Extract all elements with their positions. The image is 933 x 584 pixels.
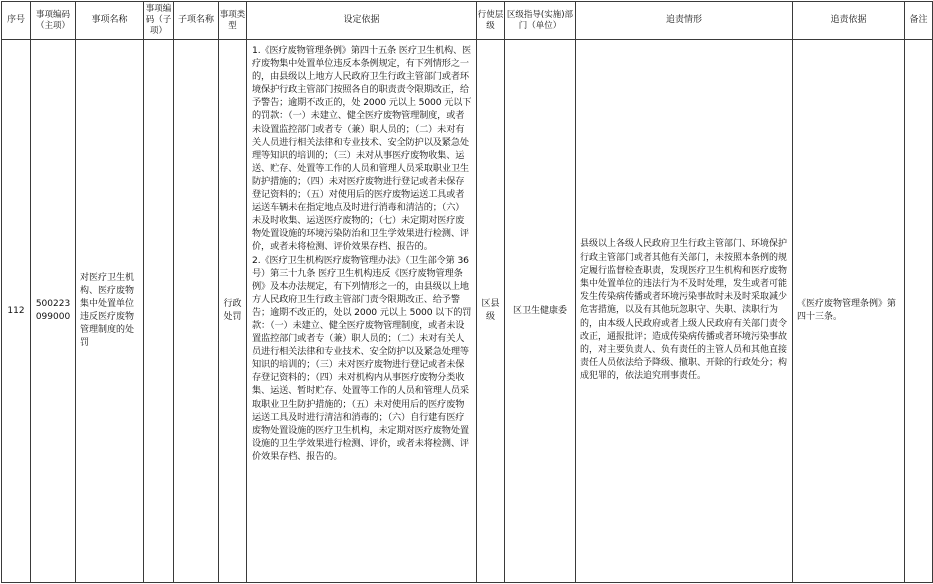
- basis-paragraph-2: 2.《医疗卫生机构医疗废物管理办法》（卫生部令第 36 号）第三十九条 医疗卫生机构违反《医疗废物管理条例》及本办法规定，有下列情形之一的，由县级以上地方人民政府卫生行政主管部门责令限期改正、给予警告；逾期不改正的，处以 2000 元以上 5000 以下的罚款：（一）未建立、健全医疗废物管理制度，或者未设置监控部门或者专（兼）职人员的；（二）未对有关人员进行相关法律和专业技术、安全防护以及紧急处理等知识的培训的；（三）未对医疗废物进行登记或者未保存登记资料的；（四）未对机构内从事医疗废物分类收集、运送、暂时贮存、处置等工作的人员和管理人员采取职业卫生防护措施的；（五）未对使用后的医疗废物运送工具及时进行清洁和消毒的；（六）自行建有医疗废物处置设施的医疗卫生机构，未定期对医疗废物处置设施的卫生学效果进行检测、评价，或者未将检测、评价效果存档、报告的。: [252, 254, 472, 462]
- header-item-code-sub: 事项编码（子项）: [144, 2, 174, 40]
- header-remarks: 备注: [905, 2, 933, 40]
- header-department: 区级指导(实施)部门（单位）: [505, 2, 576, 40]
- cell-accountability: 县级以上各级人民政府卫生行政主管部门、环境保护行政主管部门或者其他有关部门，未按照本条例的规定履行监督检查职责，发现医疗卫生机构和医疗废物集中处置单位的违法行为不及时处理，发生或者可能发生传染病传播或者环境污染事故时未及时采取减少危害措施，以及有其他玩忽职守、失职、渎职行为的，由本级人民政府或者上级人民政府有关部门责令改正，通报批评；造成传染病传播或者环境污染事故的，对主要负责人、负有责任的主管人员和其他直接责任人员依法给予降级、撤职、开除的行政处分；构成犯罪的，依法追究刑事责任。: [576, 40, 793, 583]
- cell-sub-name: [174, 40, 219, 583]
- accountability-table: [1, 1, 933, 583]
- header-item-code: 事项编码（主项）: [31, 2, 76, 40]
- cell-item-name: 对医疗卫生机构、医疗废物集中处置单位违反医疗废物管理制度的处罚: [76, 40, 144, 583]
- cell-accountability-basis: 《医疗废物管理条例》第四十三条。: [793, 40, 905, 583]
- header-accountability: 追责情形: [576, 2, 793, 40]
- header-basis: 设定依据: [247, 2, 477, 40]
- cell-basis: [247, 40, 477, 583]
- header-item-name: 事项名称: [76, 2, 144, 40]
- header-sub-name: 子项名称: [174, 2, 219, 40]
- cell-item-code-sub: [144, 40, 174, 583]
- cell-seq: 112: [2, 40, 31, 583]
- basis-paragraph-1: 1.《医疗废物管理条例》第四十五条 医疗卫生机构、医疗废物集中处置单位违反本条例规定，有下列情形之一的，由县级以上地方人民政府卫生行政主管部门或者环境保护行政主管部门按照各自的职责责令限期改正，给予警告；逾期不改正的，处 2000 元以上 5000 元以下的罚款：（一）未建立、健全医疗废物管理制度，或者未设置监控部门或者专（兼）职人员的；（二）未对有关人员进行相关法律和专业技术、安全防护以及紧急处理等知识的培训的；（三）未对从事医疗废物收集、运送、贮存、处置等工作的人员和管理人员采取职业卫生防护措施的；（四）未对医疗废物进行登记或者未保存登记资料的；（五）对使用后的医疗废物运送工具或者运送车辆未在指定地点及时进行消毒和清洁的；（六）未及时收集、运送医疗废物的；（七）未定期对医疗废物处置设施的环境污染防治和卫生学效果进行检测、评价，或者未将检测、评价效果存档、报告的。: [252, 45, 472, 253]
- cell-department: 区卫生健康委: [505, 40, 576, 583]
- cell-exercise-level: 区县级: [477, 40, 505, 583]
- header-item-type: 事项类型: [219, 2, 247, 40]
- header-seq: 序号: [2, 2, 31, 40]
- cell-item-code: 500223099000: [31, 40, 76, 583]
- table-row: [2, 40, 933, 583]
- header-exercise-level: 行使层级: [477, 2, 505, 40]
- header-accountability-basis: 追责依据: [793, 2, 905, 40]
- header-row: [2, 2, 933, 40]
- cell-item-type: 行政处罚: [219, 40, 247, 583]
- cell-remarks: [905, 40, 933, 583]
